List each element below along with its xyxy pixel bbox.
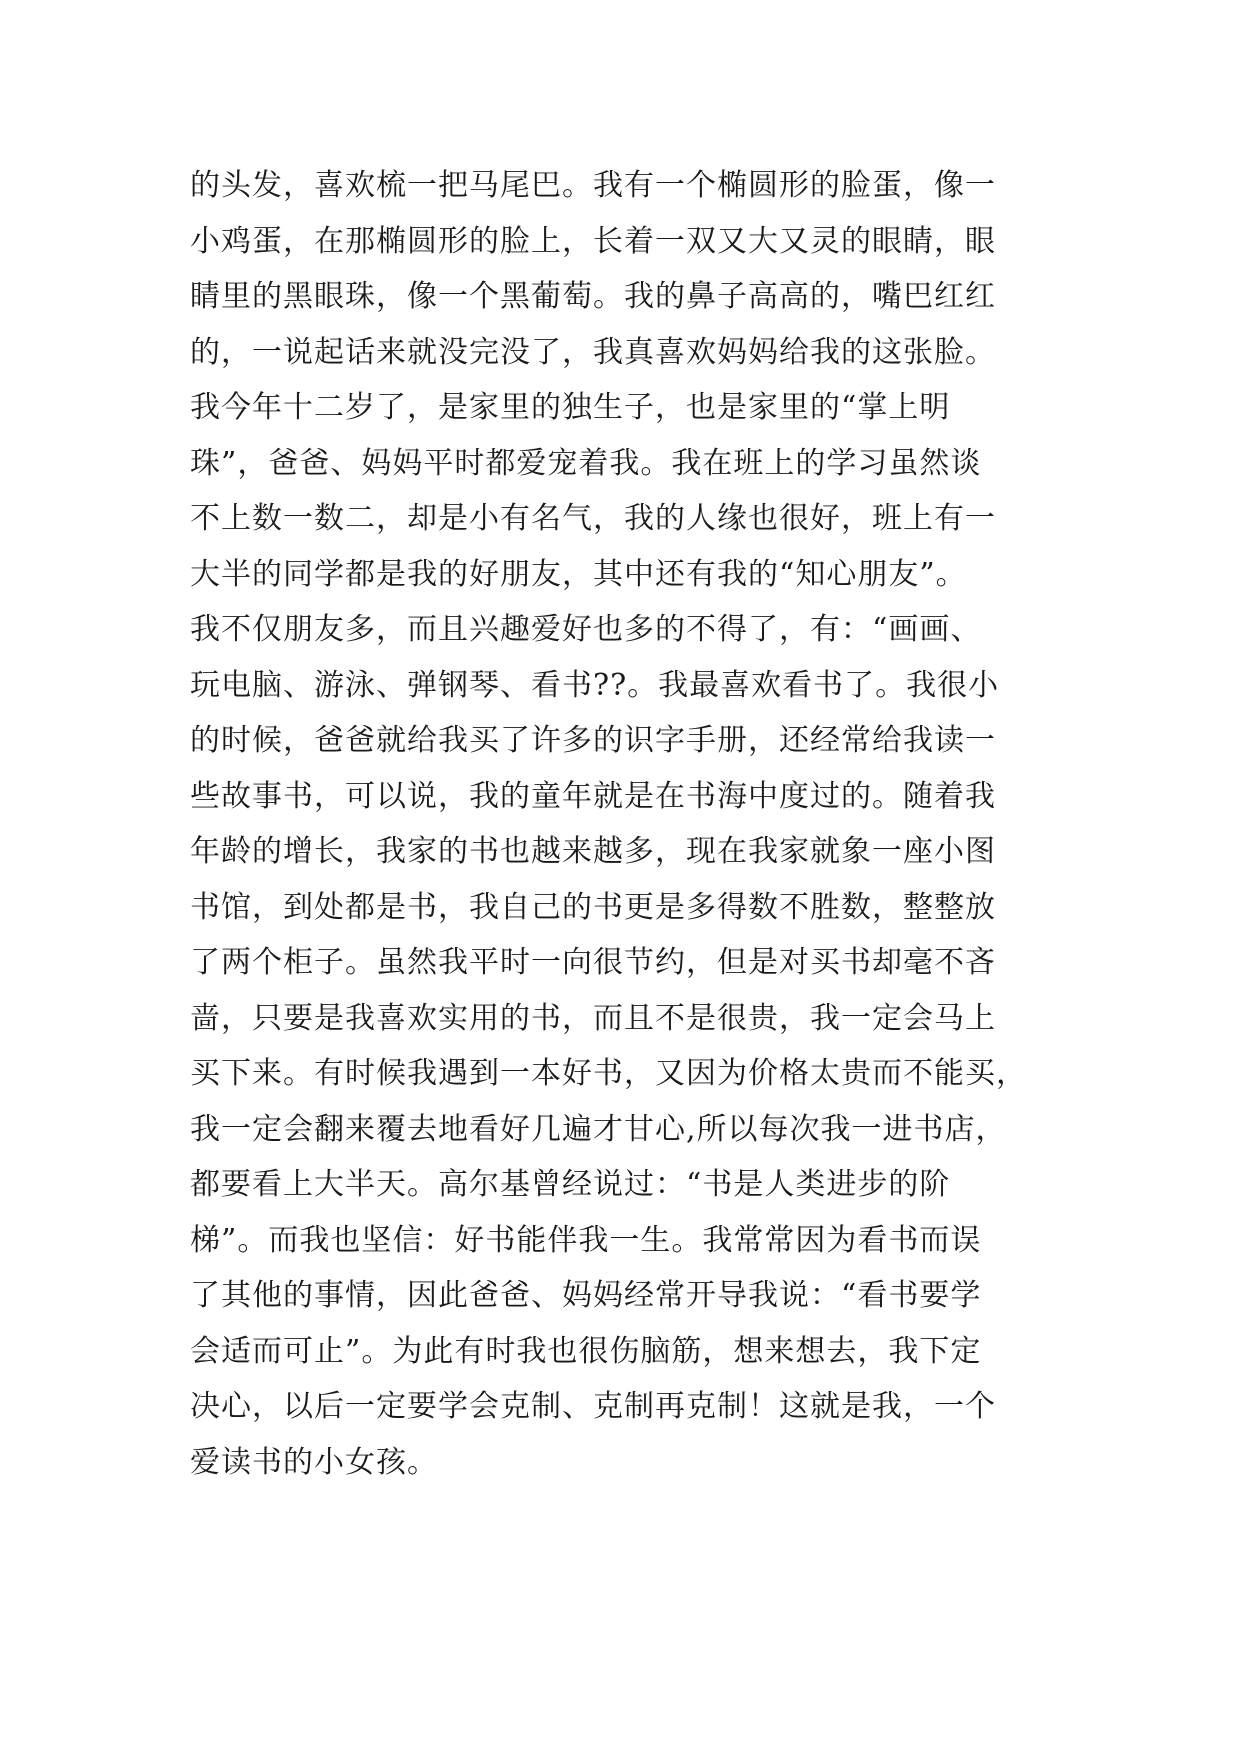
text-line: 珠”，爸爸、妈妈平时都爱宠着我。我在班上的学习虽然谈 [190, 445, 982, 481]
text-line: 些故事书，可以说，我的童年就是在书海中度过的。随着我 [190, 778, 996, 814]
text-line: 了两个柜子。虽然我平时一向很节约，但是对买书却毫不吝 [190, 945, 996, 980]
text-line: 小鸡蛋，在那椭圆形的脸上，长着一双又大又灵的眼睛，眼 [190, 223, 996, 259]
text-line: 年龄的增长，我家的书也越来越多，现在我家就象一座小图 [190, 834, 996, 869]
text-line: 买下来。有时候我遇到一本好书，又因为价格太贵而不能买， [190, 1056, 1027, 1091]
text-line: 书馆，到处都是书，我自己的书更是多得数不胜数，整整放 [190, 889, 996, 925]
text-line: 不上数一数二，却是小有名气，我的人缘也很好，班上有一 [190, 501, 996, 536]
text-line: 玩电脑、游泳、弹钢琴、看书??。我最喜欢看书了。我很小 [190, 667, 1000, 703]
text-line: 睛里的黑眼珠，像一个黑葡萄。我的鼻子高高的，嘴巴红红 [190, 279, 996, 314]
text-line: 大半的同学都是我的好朋友，其中还有我的“知心朋友”。 [190, 556, 967, 592]
text-line: 我不仅朋友多，而且兴趣爱好也多的不得了，有：“画画、 [190, 612, 982, 647]
text-line: 决心，以后一定要学会克制、克制再克制！这就是我，一个 [190, 1389, 996, 1424]
text-line: 我一定会翻来覆去地看好几遍才甘心,所以每次我一进书店， [190, 1111, 1007, 1147]
text-line: 的时候，爸爸就给我买了许多的识字手册，还经常给我读一 [190, 723, 996, 758]
text-line: 的，一说起话来就没完没了，我真喜欢妈妈给我的这张脸。 [190, 334, 996, 370]
text-line: 了其他的事情，因此爸爸、妈妈经常开导我说：“看书要学 [190, 1278, 982, 1313]
text-line: 的头发，喜欢梳一把马尾巴。我有一个椭圆形的脸蛋，像一 [190, 168, 996, 203]
text-line: 啬，只要是我喜欢实用的书，而且不是很贵，我一定会马上 [190, 1000, 996, 1036]
text-line: 爱读书的小女孩。 [190, 1444, 438, 1480]
text-line: 梯”。而我也坚信：好书能伴我一生。我常常因为看书而误 [190, 1222, 982, 1258]
text-line: 会适而可止”。为此有时我也很伤脑筋，想来想去，我下定 [190, 1333, 982, 1369]
text-line: 都要看上大半天。高尔基曾经说过：“书是人类进步的阶 [190, 1167, 951, 1202]
body-text [190, 158, 1070, 1490]
text-line: 我今年十二岁了，是家里的独生子，也是家里的“掌上明 [190, 390, 951, 425]
